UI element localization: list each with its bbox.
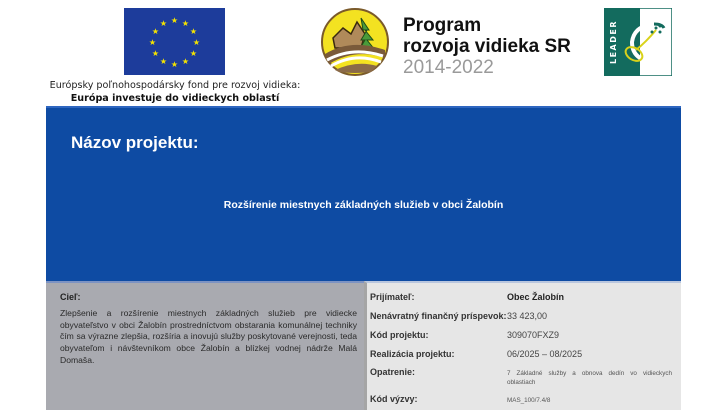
svg-text:★: ★	[148, 38, 157, 47]
eu-flag-icon	[124, 8, 225, 75]
grant-label: Nenávratný finančný príspevok:	[370, 311, 507, 321]
call-code-value: MAS_100/7.4/8	[507, 397, 551, 404]
prv-logo-icon	[321, 8, 389, 76]
svg-text:★: ★	[151, 49, 160, 58]
svg-text:★: ★	[192, 38, 201, 47]
svg-text:★: ★	[189, 27, 198, 36]
measure-label: Opatrenie:	[370, 367, 416, 377]
svg-text:★: ★	[189, 49, 198, 58]
svg-text:★: ★	[181, 57, 190, 66]
measure-value: 7 Základné služby a obnova dedín vo vidieckych oblastiach	[507, 370, 672, 386]
realization-label: Realizácia projektu:	[370, 349, 455, 359]
svg-text:★: ★	[159, 19, 168, 28]
realization-value: 06/2025 – 08/2025	[507, 349, 583, 359]
program-title-line2: rozvoja vidieka SR	[403, 36, 571, 57]
project-code-label: Kód projektu:	[370, 330, 429, 340]
project-name-label: Názov projektu:	[71, 133, 199, 152]
eu-stars	[149, 16, 200, 69]
svg-text:★: ★	[159, 57, 168, 66]
eu-fund-caption: Európsky poľnohospodársky fond pre rozvoj vidieka:	[49, 80, 301, 91]
project-code-value: 309070FXZ9	[507, 330, 560, 340]
project-name: Rozšírenie miestnych základných služieb v obci Žalobín	[223, 199, 504, 211]
recipient-label: Prijímateľ:	[370, 292, 415, 302]
leader-text: LEADER	[609, 19, 618, 65]
leader-logo-icon	[604, 8, 672, 76]
recipient-value: Obec Žalobín	[507, 292, 565, 302]
goal-text: Zlepšenie a rozšírenie miestnych základných služieb pre vidiecke obyvateľstvo v obci Žalobín prostredníctvom obstarania komunálnej techniky čím sa výrazne zlepšia, rozšíria a inovujú služby poskytované verejnosti, teda obyvateľom i návštevníkom obce Žalobín a blízkej vodnej nádrže Malá Domaša.	[60, 308, 357, 365]
grant-value: 33 423,00	[507, 311, 548, 321]
call-code-label: Kód výzvy:	[370, 394, 418, 404]
goal-label: Cieľ:	[60, 292, 81, 302]
eu-slogan: Európa investuje do vidieckych oblastí	[70, 93, 280, 104]
program-title-line1: Program	[403, 15, 482, 36]
svg-text:★: ★	[170, 16, 179, 25]
svg-text:★: ★	[151, 27, 160, 36]
svg-text:★: ★	[181, 19, 190, 28]
svg-text:★: ★	[170, 60, 179, 69]
program-years: 2014-2022	[403, 57, 494, 78]
